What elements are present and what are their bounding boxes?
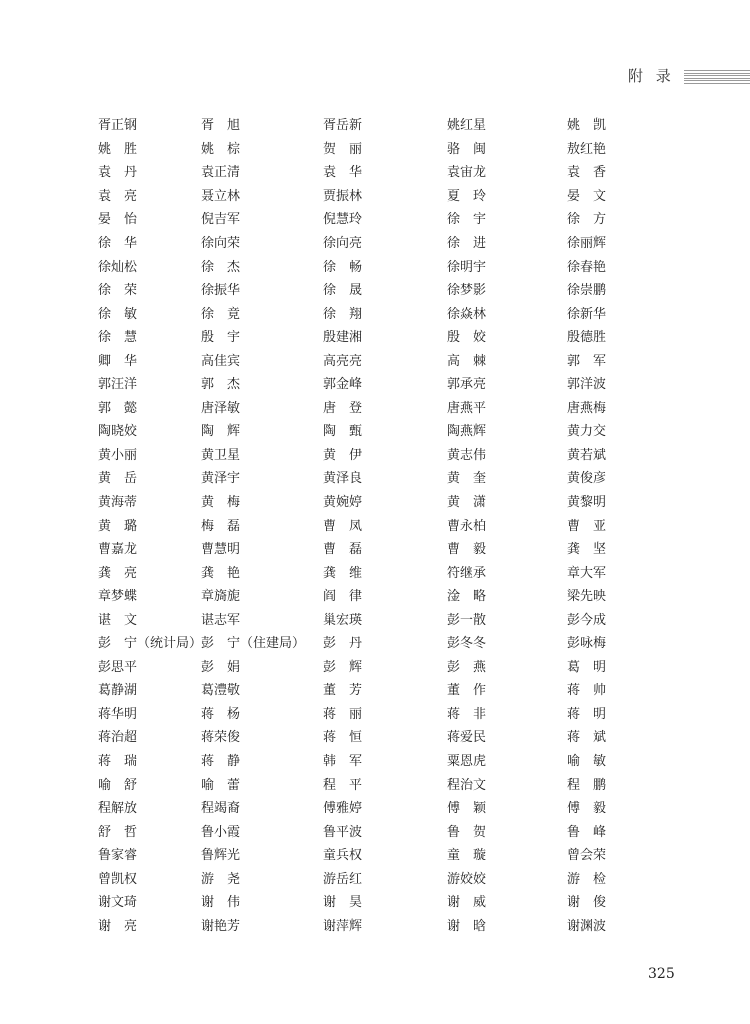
- name-entry: 姚 凯: [567, 118, 607, 134]
- name-entry: 龚 维: [323, 565, 363, 581]
- name-entry: 粟恩虎: [447, 754, 487, 770]
- name-entry: 徐 杰: [201, 259, 241, 275]
- name-entry: 蒋 瑞: [98, 754, 138, 770]
- name-entry: 龚 坚: [567, 542, 607, 558]
- name-entry: 傅 颖: [447, 801, 487, 817]
- name-entry: 徐 竟: [201, 306, 241, 322]
- name-entry: 程 平: [323, 777, 363, 793]
- name-entry: 傅雅婷: [323, 801, 363, 817]
- name-entry: 游姣姣: [447, 871, 487, 887]
- name-entry: 徐新华: [567, 306, 607, 322]
- name-entry: 谢艳芳: [201, 918, 241, 934]
- name-entry: 黄力交: [567, 424, 607, 440]
- name-entry: 傅 毅: [567, 801, 607, 817]
- header-line: [684, 83, 750, 84]
- name-entry: 袁 亮: [98, 188, 138, 204]
- name-row: [98, 677, 618, 701]
- name-entry: 黄 潇: [447, 495, 487, 511]
- name-entry: 高 棘: [447, 353, 487, 369]
- name-row: [98, 159, 618, 183]
- name-entry: 袁 丹: [98, 165, 138, 181]
- name-entry: 黄志伟: [447, 447, 487, 463]
- name-entry: 贾振林: [323, 188, 363, 204]
- name-entry: 谢 昊: [323, 895, 363, 911]
- name-row: [98, 512, 618, 536]
- name-entry: 阎 律: [323, 589, 363, 605]
- name-entry: 敖红艳: [567, 141, 607, 157]
- name-entry: 郭汪洋: [98, 377, 138, 393]
- name-entry: 殷 姣: [447, 330, 487, 346]
- name-entry: 骆 闽: [447, 141, 487, 157]
- name-entry: 彭 燕: [447, 659, 487, 675]
- name-entry: 黄婉婷: [323, 495, 363, 511]
- name-entry: 黄 伊: [323, 447, 363, 463]
- name-entry: 彭 宁（住建局）: [201, 636, 306, 652]
- name-row: [98, 748, 618, 772]
- name-entry: 程竭裔: [201, 801, 241, 817]
- name-entry: 徐明宇: [447, 259, 487, 275]
- name-row: [98, 701, 618, 725]
- name-entry: 鲁 贺: [447, 824, 487, 840]
- name-entry: 蒋华明: [98, 706, 138, 722]
- name-entry: 黄黎明: [567, 495, 607, 511]
- name-entry: 谢萍辉: [323, 918, 363, 934]
- name-entry: 殷建湘: [323, 330, 363, 346]
- name-row: [98, 277, 618, 301]
- name-entry: 姚红星: [447, 118, 487, 134]
- name-row: [98, 771, 618, 795]
- name-entry: 徐春艳: [567, 259, 607, 275]
- name-row: [98, 818, 618, 842]
- name-entry: 姚 胜: [98, 141, 138, 157]
- name-entry: 符继承: [447, 565, 487, 581]
- name-entry: 蒋 非: [447, 706, 487, 722]
- name-row: [98, 300, 618, 324]
- name-entry: 喻 蕾: [201, 777, 241, 793]
- name-entry: 徐向亮: [323, 236, 363, 251]
- name-entry: 梁先映: [567, 589, 607, 605]
- name-entry: 陶 辉: [201, 424, 241, 440]
- name-entry: 殷德胜: [567, 330, 607, 346]
- name-entry: 徐 华: [98, 236, 138, 251]
- name-entry: 袁正清: [201, 165, 241, 181]
- name-entry: 游 检: [567, 871, 607, 887]
- name-entry: 黄卫星: [201, 447, 241, 463]
- name-entry: 鲁 峰: [567, 824, 607, 840]
- name-row: [98, 606, 618, 630]
- name-entry: 葛 明: [567, 659, 607, 675]
- name-row: [98, 112, 618, 136]
- name-entry: 彭一散: [447, 612, 487, 628]
- name-entry: 卿 华: [98, 353, 138, 369]
- name-entry: 蒋治超: [98, 730, 138, 746]
- name-entry: 鲁辉光: [201, 848, 241, 864]
- name-entry: 陶晓姣: [98, 424, 138, 440]
- name-row: [98, 395, 618, 419]
- name-entry: 陶 甄: [323, 424, 363, 440]
- name-entry: 郭 军: [567, 353, 607, 369]
- name-entry: 谢文琦: [98, 895, 138, 911]
- name-entry: 谢 亮: [98, 918, 138, 934]
- name-entry: 郭承亮: [447, 377, 487, 393]
- name-entry: 鲁家睿: [98, 848, 138, 864]
- name-entry: 董 芳: [323, 683, 363, 699]
- name-entry: 唐 登: [323, 400, 363, 416]
- header-line: [684, 80, 750, 81]
- name-entry: 章旖旎: [201, 589, 241, 605]
- name-entry: 程治文: [447, 777, 487, 793]
- name-entry: 梅 磊: [201, 518, 241, 534]
- name-entry: 葛静湖: [98, 683, 138, 699]
- header-line: [684, 73, 750, 74]
- name-entry: 彭冬冬: [447, 636, 487, 652]
- name-entry: 游岳红: [323, 871, 363, 887]
- name-entry: 彭 丹: [323, 636, 363, 652]
- name-row: [98, 795, 618, 819]
- name-entry: 姚 棕: [201, 141, 241, 157]
- name-entry: 黄 奎: [447, 471, 487, 487]
- name-entry: 蒋 帅: [567, 683, 607, 699]
- name-row: [98, 559, 618, 583]
- name-entry: 巢宏瑛: [323, 612, 363, 628]
- name-entry: 淦 略: [447, 589, 487, 605]
- name-entry: 夏 玲: [447, 188, 487, 204]
- names-list: [98, 112, 618, 936]
- name-row: [98, 418, 618, 442]
- name-entry: 郭 杰: [201, 377, 241, 393]
- name-entry: 蒋 丽: [323, 706, 363, 722]
- name-entry: 陶燕辉: [447, 424, 487, 440]
- name-entry: 晏 怡: [98, 212, 138, 228]
- name-entry: 徐 畅: [323, 259, 363, 275]
- name-entry: 曹 磊: [323, 542, 363, 558]
- name-entry: 彭 辉: [323, 659, 363, 675]
- name-entry: 徐崇鹏: [567, 283, 607, 299]
- name-entry: 谌 文: [98, 612, 138, 628]
- name-entry: 徐 荣: [98, 283, 138, 299]
- name-row: [98, 230, 618, 254]
- name-entry: 彭今成: [567, 612, 607, 628]
- name-row: [98, 371, 618, 395]
- name-entry: 黄小丽: [98, 447, 138, 463]
- name-entry: 黄泽良: [323, 471, 363, 487]
- name-entry: 唐燕平: [447, 400, 487, 416]
- name-entry: 蒋爱民: [447, 730, 487, 746]
- header-line: [684, 78, 750, 79]
- name-entry: 章大军: [567, 565, 607, 581]
- name-entry: 徐 宇: [447, 212, 487, 228]
- name-entry: 徐 翔: [323, 306, 363, 322]
- name-entry: 童兵权: [323, 848, 363, 864]
- name-entry: 唐燕梅: [567, 400, 607, 416]
- name-entry: 徐 方: [567, 212, 607, 228]
- header-section-label: 附 录: [628, 67, 675, 85]
- name-row: [98, 889, 618, 913]
- name-entry: 章梦蝶: [98, 589, 138, 605]
- name-row: [98, 913, 618, 937]
- name-entry: 彭咏梅: [567, 636, 607, 652]
- name-row: [98, 866, 618, 890]
- name-entry: 徐 进: [447, 236, 487, 251]
- name-entry: 黄 璐: [98, 518, 138, 534]
- name-entry: 徐向荣: [201, 236, 241, 251]
- name-row: [98, 136, 618, 160]
- name-entry: 曹 毅: [447, 542, 487, 558]
- name-entry: 葛澧敬: [201, 683, 241, 699]
- name-entry: 蒋荣俊: [201, 730, 241, 746]
- name-entry: 黄泽宇: [201, 471, 241, 487]
- name-entry: 蒋 斌: [567, 730, 607, 746]
- name-entry: 黄俊彦: [567, 471, 607, 487]
- name-row: [98, 583, 618, 607]
- name-entry: 黄若斌: [567, 447, 607, 463]
- name-entry: 谢 晗: [447, 918, 487, 934]
- name-row: [98, 654, 618, 678]
- name-entry: 徐 慧: [98, 330, 138, 346]
- name-entry: 谢 威: [447, 895, 487, 911]
- name-entry: 谢 伟: [201, 895, 241, 911]
- name-row: [98, 465, 618, 489]
- name-entry: 曾会荣: [567, 848, 607, 864]
- name-entry: 黄海蒂: [98, 495, 138, 511]
- name-entry: 曾凯权: [98, 871, 138, 887]
- name-row: [98, 489, 618, 513]
- name-entry: 黄 岳: [98, 471, 138, 487]
- name-row: [98, 442, 618, 466]
- name-entry: 胥岳新: [323, 118, 363, 134]
- name-entry: 唐泽敏: [201, 400, 241, 416]
- name-entry: 鲁平波: [323, 824, 363, 840]
- name-entry: 郭 懿: [98, 400, 138, 416]
- name-entry: 曹 凤: [323, 518, 363, 534]
- name-entry: 谢 俊: [567, 895, 607, 911]
- name-entry: 曹嘉龙: [98, 542, 138, 558]
- name-entry: 游 尧: [201, 871, 241, 887]
- name-entry: 喻 舒: [98, 777, 138, 793]
- name-entry: 倪慧玲: [323, 212, 363, 228]
- name-entry: 蒋 明: [567, 706, 607, 722]
- name-entry: 喻 敏: [567, 754, 607, 770]
- name-entry: 袁宙龙: [447, 165, 487, 181]
- name-entry: 晏 文: [567, 188, 607, 204]
- name-entry: 谢渊波: [567, 918, 607, 934]
- name-entry: 徐 敏: [98, 306, 138, 322]
- name-entry: 彭 娟: [201, 659, 241, 675]
- name-row: [98, 324, 618, 348]
- name-entry: 程 鹏: [567, 777, 607, 793]
- name-row: [98, 724, 618, 748]
- header-decorative-lines: [684, 70, 750, 84]
- name-entry: 龚 艳: [201, 565, 241, 581]
- name-entry: 胥正钢: [98, 118, 138, 134]
- name-row: [98, 630, 618, 654]
- name-entry: 鲁小霞: [201, 824, 241, 840]
- name-entry: 谌志军: [201, 612, 241, 628]
- name-entry: 殷 宇: [201, 330, 241, 346]
- name-entry: 贺 丽: [323, 141, 363, 157]
- name-entry: 袁 华: [323, 165, 363, 181]
- name-entry: 徐 晟: [323, 283, 363, 299]
- name-entry: 童 璇: [447, 848, 487, 864]
- name-row: [98, 206, 618, 230]
- name-entry: 曹永柏: [447, 518, 487, 534]
- name-entry: 倪吉军: [201, 212, 241, 228]
- name-entry: 聂立林: [201, 188, 241, 204]
- name-entry: 黄 梅: [201, 495, 241, 511]
- name-entry: 蒋 恒: [323, 730, 363, 746]
- name-entry: 龚 亮: [98, 565, 138, 581]
- name-entry: 韩 军: [323, 754, 363, 770]
- header-line: [684, 75, 750, 76]
- name-entry: 徐灿松: [98, 259, 138, 275]
- name-entry: 郭洋波: [567, 377, 607, 393]
- name-entry: 胥 旭: [201, 118, 241, 134]
- name-row: [98, 536, 618, 560]
- name-entry: 袁 香: [567, 165, 607, 181]
- name-entry: 郭金峰: [323, 377, 363, 393]
- name-entry: 徐丽辉: [567, 236, 607, 251]
- name-entry: 程解放: [98, 801, 138, 817]
- name-row: [98, 347, 618, 371]
- name-entry: 曹慧明: [201, 542, 241, 558]
- page-number: 325: [648, 966, 675, 982]
- name-entry: 蒋 静: [201, 754, 241, 770]
- name-row: [98, 842, 618, 866]
- name-entry: 曹 亚: [567, 518, 607, 534]
- name-entry: 彭思平: [98, 659, 138, 675]
- name-entry: 高佳宾: [201, 353, 241, 369]
- name-entry: 蒋 杨: [201, 706, 241, 722]
- name-entry: 舒 哲: [98, 824, 138, 840]
- name-entry: 徐梦影: [447, 283, 487, 299]
- name-entry: 高亮亮: [323, 353, 363, 369]
- name-entry: 徐焱林: [447, 306, 487, 322]
- name-entry: 董 作: [447, 683, 487, 699]
- name-row: [98, 183, 618, 207]
- header-line: [684, 70, 750, 71]
- name-entry: 彭 宁（统计局）: [98, 636, 203, 652]
- name-entry: 徐振华: [201, 283, 241, 299]
- name-row: [98, 253, 618, 277]
